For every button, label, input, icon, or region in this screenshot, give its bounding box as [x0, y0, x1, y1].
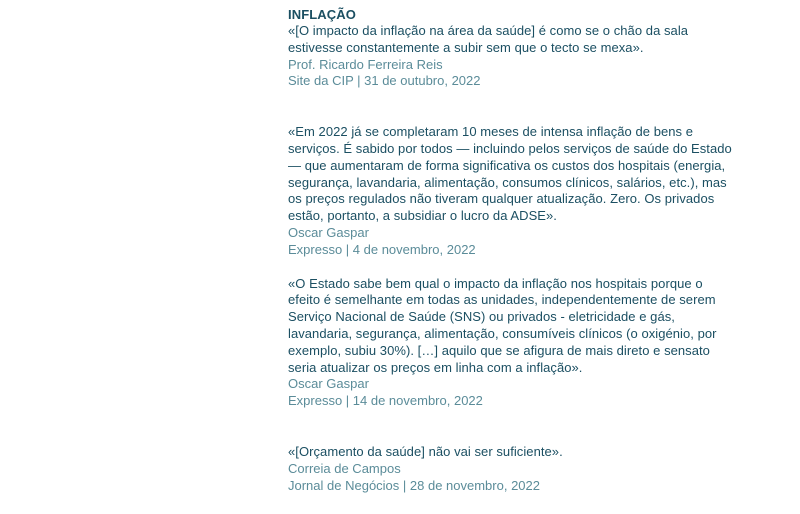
quote-author: Oscar Gaspar — [288, 224, 369, 240]
quote-source: Expresso | 4 de novembro, 2022 — [288, 241, 476, 257]
spacer — [288, 410, 738, 444]
quote-entry — [288, 23, 738, 90]
quote-author: Correia de Campos — [288, 460, 401, 476]
quote-text: «[Orçamento da saúde] não vai ser suficiente». — [288, 443, 563, 459]
spacer — [288, 259, 738, 276]
quote-text: «Em 2022 já se completaram 10 meses de intensa inflação de bens e serviços. É sabido por todos — incluindo pelos serviços de saúde do Estado — que aumentaram de forma significativa os custos dos hospitais (energia, segurança, lavandaria, alimentação, consumos clínicos, salários, etc.), mas os preços regulados não tiveram qualquer atualização. Zero. Os privados estão, portanto, a subsidiar o lucro da ADSE». — [288, 124, 732, 224]
quote-source: Expresso | 14 de novembro, 2022 — [288, 393, 483, 409]
quotes-column — [288, 6, 738, 494]
quote-text: «[O impacto da inflação na área da saúde] é como se o chão da sala estivesse constantemente a subir sem que o tecto se mexa». — [288, 23, 689, 55]
section-title: INFLAÇÃO — [288, 7, 356, 22]
quote-text: «O Estado sabe bem qual o impacto da inflação nos hospitais porque o efeito é semelhante em todas as unidades, independentemente de serem Serviço Nacional de Saúde (SNS) ou privados - eletricidade e gás, lavandaria, segurança, alimentação, consumíveis clínicos (o oxigénio, por exemplo, subiu 30%). […] aquilo que se afigura de mais direto e sensato seria atualizar os preços em linha com a inflação». — [288, 275, 717, 375]
quote-author: Oscar Gaspar — [288, 376, 369, 392]
spacer — [288, 90, 738, 124]
quote-entry — [288, 276, 738, 410]
quote-source: Jornal de Negócios | 28 de novembro, 2022 — [288, 477, 540, 493]
quote-entry — [288, 124, 738, 258]
quote-source: Site da CIP | 31 de outubro, 2022 — [288, 73, 481, 89]
quote-author: Prof. Ricardo Ferreira Reis — [288, 56, 443, 72]
quote-entry — [288, 444, 738, 494]
